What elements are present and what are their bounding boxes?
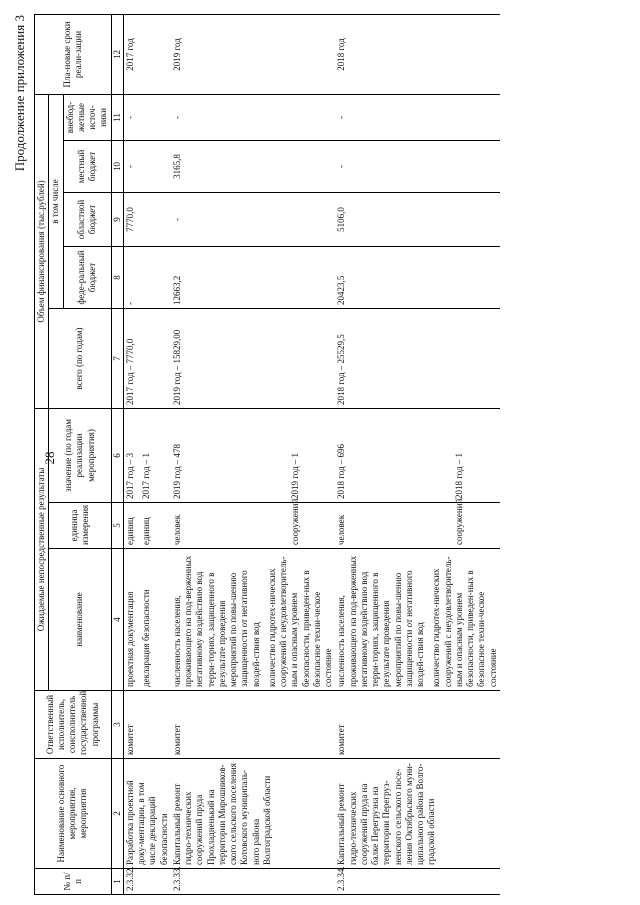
col-number: 9 (111, 192, 123, 246)
rotated-page (12, 15, 640, 895)
header-expected-results: Ожидаемые непосредственные результаты (35, 408, 49, 690)
row-fin-local: - (335, 140, 500, 192)
result-name: численность населения, проживающего на под-верженных негативному воздействию вод терри-ториях, защищенного в результате проведения мероприятий по повы-шению защищенности от негативного воздей-ствия вод (336, 555, 425, 687)
row-term: 2017 год (123, 14, 171, 94)
header-name: Наименование основного мероприятия, мероприятия (35, 759, 112, 869)
col-number: 8 (111, 246, 123, 308)
row-fin-local: 3165,8 (171, 140, 336, 192)
result-unit: единиц (124, 517, 135, 545)
col-number: 5 (111, 503, 123, 549)
header-fin-regional: областной бюджет (63, 192, 111, 246)
result-value: 2019 год – 478 (171, 443, 182, 499)
row-fin-total: 2018 год – 25529,5 (335, 308, 500, 408)
row-fin-regional: 5106,0 (335, 192, 500, 246)
row-name: Капитальный ремонт гидро-технических сооружений пруда на балке Перегрузна на территории Перегруз-ненского сельского посе-ления Октябрьского муни-ципального района Волго-градской области (335, 759, 500, 869)
result-name: численность населения, проживающего на под-верженных негативному воздействию вод терри-ториях, защищенного в результате проведения мероприятий по повы-шению защищенности от негативного воздей-ствия вод (171, 555, 261, 687)
result-name: количество гидротех-нических сооружений с неудовлетворитель-ным и опасным уровнем безопасности, приведен-ных в безопасное техни-ческое состояние (266, 556, 333, 687)
col-number: 6 (111, 408, 123, 502)
row-no: 2.3.34. (335, 869, 500, 895)
row-fin-local: - (123, 140, 171, 192)
row-result-values (335, 408, 500, 502)
result-name: проектная документация (124, 591, 135, 687)
row-result-names (123, 549, 171, 691)
header-no: № п/п (35, 869, 112, 895)
row-result-values (171, 408, 336, 502)
row-result-units (171, 498, 336, 549)
row-name: Разработка проектной доку-ментации, в том числе деклараций безопасности (123, 759, 171, 869)
result-unit: сооружений (454, 498, 465, 545)
row-executor: комитет (171, 691, 336, 759)
row-result-units (335, 498, 500, 549)
col-number: 7 (111, 308, 123, 408)
row-executor: комитет (123, 691, 171, 759)
col-number: 2 (111, 759, 123, 869)
row-fin-federal: - (123, 246, 171, 308)
result-name: количество гидротех-нических сооружений с неудовлетворитель-ным и опасным уровнем безопасности, приведен-ных в безопасное техни-ческое состояние (431, 556, 498, 687)
row-fin-offbudget: - (335, 94, 500, 140)
row-fin-federal: 12663,2 (171, 246, 336, 308)
row-fin-federal: 20423,5 (335, 246, 500, 308)
row-fin-total: 2017 год – 7770,0 (123, 308, 171, 408)
col-number: 10 (111, 140, 123, 192)
program-table (34, 14, 500, 895)
header-result-value: значение (по годам реализации мероприятия) (49, 408, 111, 502)
col-number: 1 (111, 869, 123, 895)
result-value: 2019 год – 1 (289, 452, 300, 499)
result-unit: сооружений (289, 498, 300, 545)
header-fin-offbudget: внебюд-жетные источ-ники (63, 94, 111, 140)
row-fin-offbudget: - (123, 94, 171, 140)
header-financing: Объем финансирования (тыс.рублей) (35, 94, 49, 408)
col-number: 12 (111, 14, 123, 94)
row-fin-total: 2019 год – 15829,00 (171, 308, 336, 408)
row-name: Капитальный ремонт гидро-технических сооружений пруда Прохладненький на территории Мирошников-ского сельского поселения Котовского муниципаль-ного района Волгоградской области (171, 759, 336, 869)
header-fin-federal: феде-ральный бюджет (63, 246, 111, 308)
page-number: 28 (42, 451, 57, 465)
row-term: 2019 год (171, 14, 336, 94)
row-fin-offbudget: - (171, 94, 336, 140)
result-value: 2017 год – 1 (141, 452, 151, 499)
result-unit: человек (336, 514, 347, 545)
row-fin-regional: - (171, 192, 336, 246)
row-result-names (335, 549, 500, 691)
header-fin-total: всего (по годам) (49, 308, 111, 408)
header-executor: Ответственный исполнитель, соисполнитель государственной программы (35, 691, 112, 759)
row-executor: комитет (335, 691, 500, 759)
row-term: 2018 год (335, 14, 500, 94)
table-row (335, 14, 500, 894)
col-number: 3 (111, 691, 123, 759)
row-result-names (171, 549, 336, 691)
header-fin-local: местный бюджет (63, 140, 111, 192)
continuation-title: Продолжение приложения 3 (12, 15, 27, 172)
result-value: 2017 год – 3 (124, 452, 135, 499)
result-value: 2018 год – 1 (454, 452, 465, 499)
row-result-values (123, 408, 171, 502)
header-result-name: наименование (49, 549, 111, 691)
header-fin-incl: в том числе (49, 94, 63, 308)
col-number: 4 (111, 549, 123, 691)
table-row (171, 14, 336, 894)
row-result-units (123, 503, 171, 549)
result-unit: единиц (141, 517, 151, 545)
row-no: 2.3.33. (171, 869, 336, 895)
row-no: 2.3.32. (123, 869, 171, 895)
result-name: декларация безопасности (141, 589, 151, 687)
table-row (123, 14, 171, 894)
header-result-unit: единица измерения (49, 503, 111, 549)
header-terms: Пла-новые сроки реали-зации (35, 14, 112, 94)
result-unit: человек (171, 514, 182, 545)
result-value: 2018 год – 696 (336, 443, 347, 499)
row-fin-regional: 7770,0 (123, 192, 171, 246)
col-number: 11 (111, 94, 123, 140)
